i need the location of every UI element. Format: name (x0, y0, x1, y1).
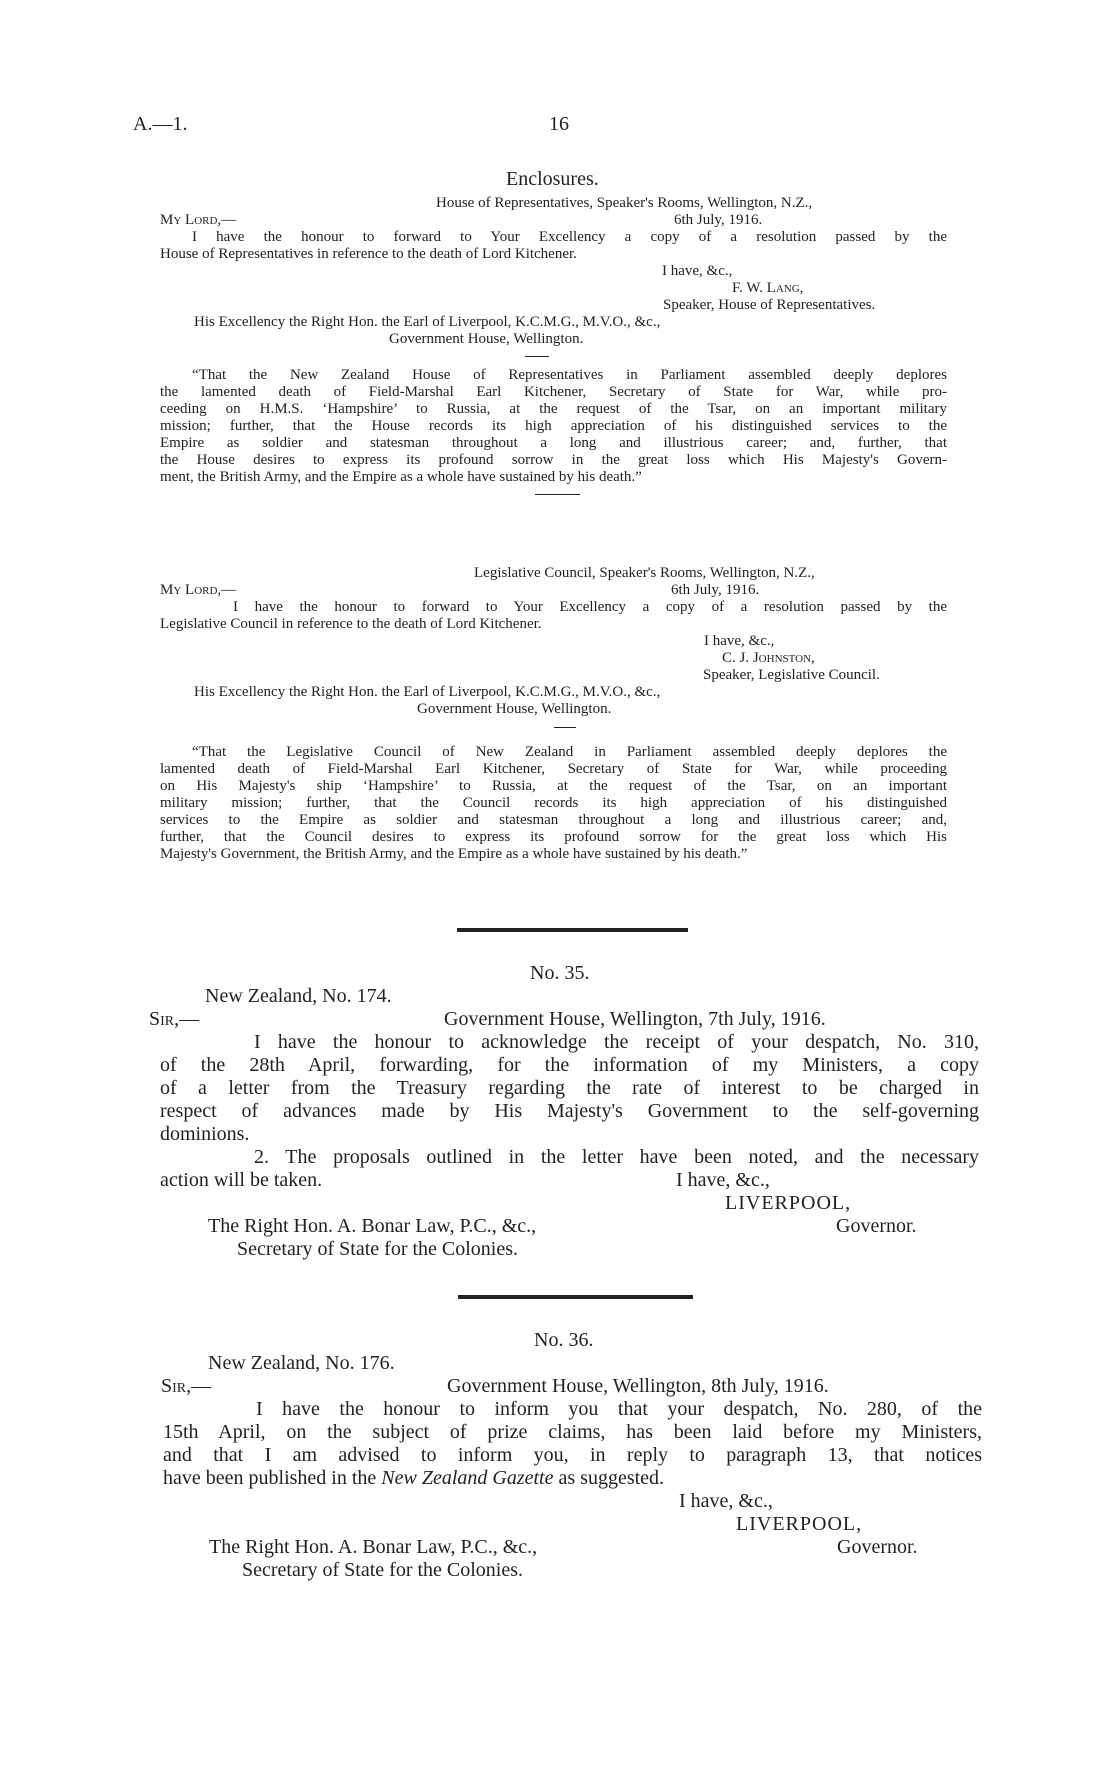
letter2-addressee-line: His Excellency the Right Hon. the Earl of Liverpool, K.C.M.G., M.V.O., &c., (194, 684, 661, 700)
no35-ref: New Zealand, No. 174. (205, 985, 392, 1007)
section-divider (458, 1295, 693, 1299)
letter2-signatory: C. J. Johnston, (722, 650, 815, 666)
letter2-resolution-line: on His Majesty's ship ‘Hampshire’ to Russia, at the request of the Tsar, on an important (160, 778, 947, 794)
no35-addressee-line: Secretary of State for the Colonies. (237, 1238, 519, 1260)
no35-body-line: of a letter from the Treasury regarding the rate of interest to be charged in (160, 1077, 979, 1099)
page-ref: A.—1. (133, 113, 188, 135)
letter1-resolution-line: the House desires to express its profound sorrow in the great loss which His Majesty's Govern- (160, 452, 947, 468)
no36-dateline: Government House, Wellington, 8th July, 1916. (447, 1375, 829, 1397)
no36-salutation: Sir,— (161, 1375, 212, 1397)
no35-dateline: Government House, Wellington, 7th July, 1916. (444, 1008, 826, 1030)
letter1-resolution-line: “That the New Zealand House of Representatives in Parliament assembled deeply deplores (192, 367, 947, 383)
letter2-resolution-line: Majesty's Government, the British Army, and the Empire as a whole have sustained by his death.” (160, 846, 748, 862)
letter1-resolution-line: Empire as soldier and statesman throughout a long and illustrious career; and, further, that (160, 435, 947, 451)
no36-signatory: LIVERPOOL, (736, 1513, 863, 1535)
letter1-addressee-line: His Excellency the Right Hon. the Earl of Liverpool, K.C.M.G., M.V.O., &c., (194, 314, 661, 330)
no36-addressee-line: The Right Hon. A. Bonar Law, P.C., &c., (209, 1536, 538, 1558)
divider (554, 727, 576, 728)
no36-sig-title: Governor. (837, 1536, 918, 1558)
letter2-body-line: Legislative Council in reference to the death of Lord Kitchener. (160, 616, 542, 632)
no36-body-line-last (163, 1467, 664, 1489)
no35-body-line: of the 28th April, forwarding, for the information of my Ministers, a copy (160, 1054, 979, 1076)
no36-addressee-line: Secretary of State for the Colonies. (242, 1559, 524, 1581)
letter2-closing: I have, &c., (704, 633, 775, 649)
letter2-resolution-line: services to the Empire as soldier and statesman throughout a long and illustrious career; and, (160, 812, 947, 828)
no35-para2-line: 2. The proposals outlined in the letter have been noted, and the necessary (254, 1146, 979, 1168)
letter2-resolution-line: further, that the Council desires to express its profound sorrow for the great loss which His (160, 829, 947, 845)
no35-body-line: respect of advances made by His Majesty's Government to the self-governing (160, 1100, 979, 1122)
letter1-date: 6th July, 1916. (674, 212, 763, 228)
no35-body-line: I have the honour to acknowledge the receipt of your despatch, No. 310, (254, 1031, 979, 1053)
letter1-resolution-line: ment, the British Army, and the Empire as a whole have sustained by his death.” (160, 469, 642, 485)
letter2-resolution-line: lamented death of Field-Marshal Earl Kitchener, Secretary of State for War, while proceeding (160, 761, 947, 777)
no35-signatory: LIVERPOOL, (725, 1192, 852, 1214)
no36-heading: No. 36. (534, 1329, 594, 1351)
letter1-resolution-line: the lamented death of Field-Marshal Earl Kitchener, Secretary of State for War, while pro- (160, 384, 947, 400)
letter2-address: Legislative Council, Speaker's Rooms, Wellington, N.Z., (474, 565, 815, 581)
no35-sig-title: Governor. (836, 1215, 917, 1237)
letter1-address: House of Representatives, Speaker's Rooms, Wellington, N.Z., (436, 195, 813, 211)
divider (525, 356, 549, 357)
no36-body-text: as suggested. (553, 1467, 665, 1489)
letter2-addressee-line: Government House, Wellington. (417, 701, 612, 717)
no36-body-line: and that I am advised to inform you, in reply to paragraph 13, that notices (163, 1444, 982, 1466)
letter1-salutation: My Lord,— (160, 212, 237, 228)
no36-ref: New Zealand, No. 176. (208, 1352, 395, 1374)
no35-salutation: Sir,— (149, 1008, 200, 1030)
no35-closing: I have, &c., (676, 1169, 770, 1191)
enclosures-heading: Enclosures. (506, 168, 599, 190)
letter1-resolution-line: mission; further, that the House records its high appreciation of his distinguished services to the (160, 418, 947, 434)
letter2-date: 6th July, 1916. (671, 582, 760, 598)
no36-body-text: have been published in the (163, 1467, 382, 1489)
letter1-body-line: House of Representatives in reference to the death of Lord Kitchener. (160, 246, 577, 262)
letter1-closing: I have, &c., (662, 263, 733, 279)
page-number: 16 (549, 113, 569, 135)
no36-body-line: 15th April, on the subject of prize claims, has been laid before my Ministers, (163, 1421, 982, 1443)
letter2-body-line: I have the honour to forward to Your Excellency a copy of a resolution passed by the (233, 599, 947, 615)
letter2-salutation: My Lord,— (160, 582, 237, 598)
letter2-title: Speaker, Legislative Council. (703, 667, 880, 683)
no35-body-line: dominions. (160, 1123, 250, 1145)
letter2-resolution-line: military mission; further, that the Council records its high appreciation of his distinguished (160, 795, 947, 811)
no35-heading: No. 35. (530, 962, 590, 984)
letter1-addressee-line: Government House, Wellington. (389, 331, 584, 347)
letter1-signatory: F. W. Lang, (732, 280, 804, 296)
letter2-resolution-line: “That the Legislative Council of New Zealand in Parliament assembled deeply deplores the (192, 744, 947, 760)
letter1-title: Speaker, House of Representatives. (663, 297, 876, 313)
letter1-resolution-line: ceeding on H.M.S. ‘Hampshire’ to Russia, at the request of the Tsar, on an important military (160, 401, 947, 417)
no36-body-line: I have the honour to inform you that your despatch, No. 280, of the (256, 1398, 982, 1420)
no35-para2-line: action will be taken. (160, 1169, 323, 1191)
letter1-body-line: I have the honour to forward to Your Excellency a copy of a resolution passed by the (192, 229, 947, 245)
divider (535, 494, 580, 495)
section-divider (457, 928, 688, 932)
no35-addressee-line: The Right Hon. A. Bonar Law, P.C., &c., (208, 1215, 537, 1237)
no36-closing: I have, &c., (679, 1490, 773, 1512)
gazette-title: New Zealand Gazette (381, 1467, 554, 1489)
